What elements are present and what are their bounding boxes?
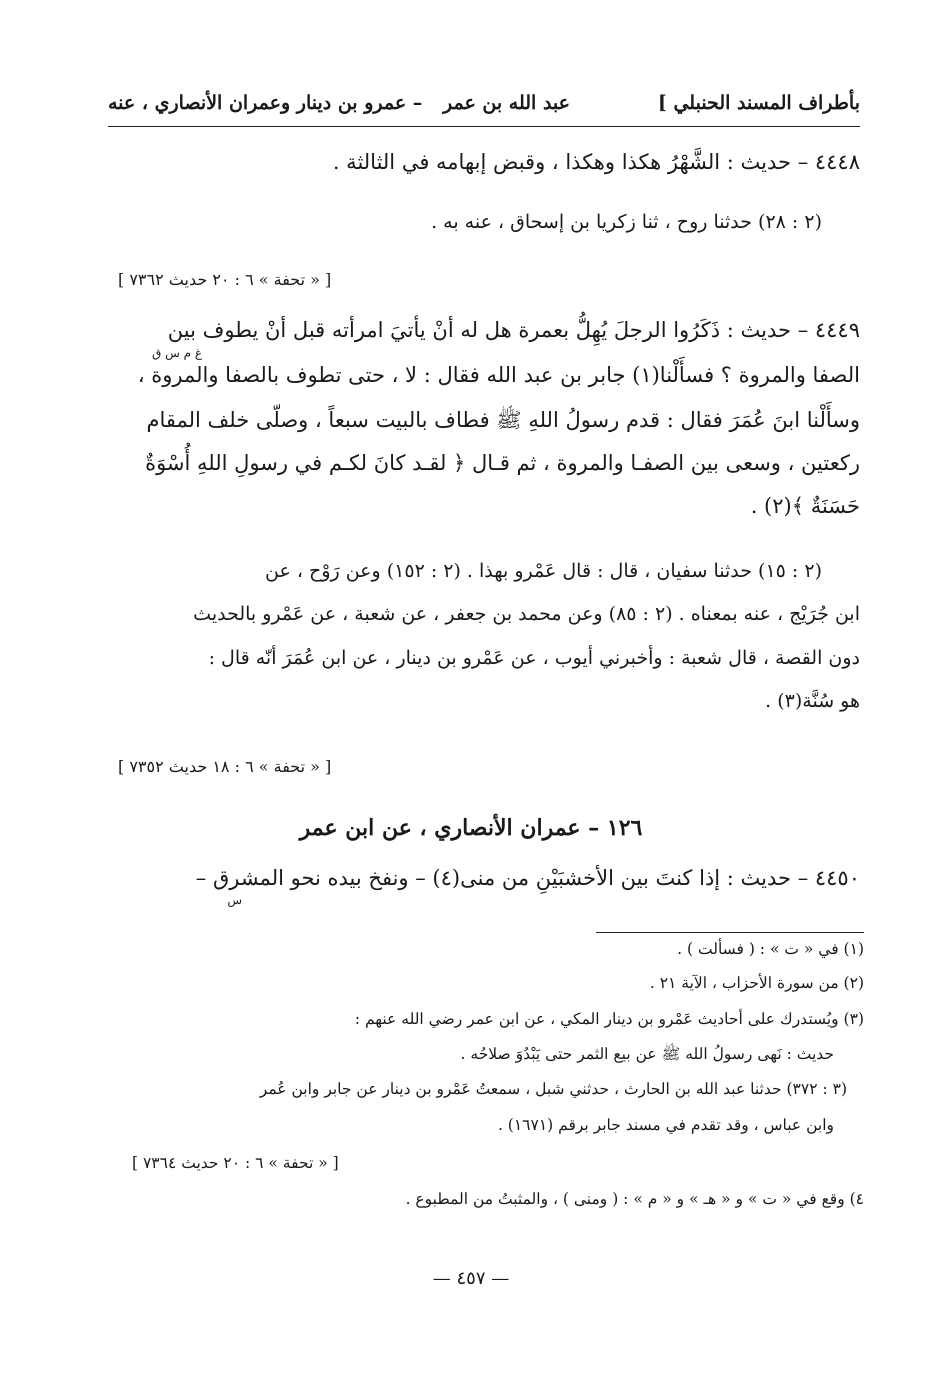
footnote-3-hadith: حديث : نَهى رسولُ الله ﷺ عن بيع الثمر حتى يَبْدُوَ صلاحُه .	[460, 1045, 834, 1063]
hadith-4449-line-1: ٤٤٤٩ – حديث : ذَكَرُوا الرجلَ يُهِلُّ بعمرة هل له أنْ يأتيَ امرأته قبل أنْ يطوف بين	[167, 318, 860, 342]
header-book-title: بأطراف المسند الحنبلي ]	[657, 92, 860, 114]
footnote-separator	[596, 932, 864, 933]
footnote-3-isnad-2: وابن عباس ، وقد تقدم في مسند جابر برقم (١٦٧١) .	[497, 1116, 834, 1134]
header-subtitle: – عمرو بن دينار وعمران الأنصاري ، عنه	[108, 92, 423, 114]
footnote-3: (٣) ويُستدرك على أحاديث عَمْرو بن دينار المكي ، عن ابن عمر رضي الله عنهم :	[354, 1010, 864, 1028]
hadith-4450-sigla: س	[227, 893, 242, 907]
hadith-4449-isnad-3: دون القصة ، قال شعبة : وأخبرني أيوب ، عن عَمْرو بن دينار ، عن ابن عُمَرَ أنّه قال :	[208, 647, 860, 669]
page-number: — ٤٥٧ —	[432, 1268, 510, 1289]
header-chapter-title: عبد الله بن عمر	[443, 92, 570, 114]
hadith-4449-isnad-1: (٢ : ١٥) حدثنا سفيان ، قال : قال عَمْرو بهذا . (٢ : ١٥٢) وعن رَوْح ، عن	[265, 560, 822, 582]
footnote-1: (١) في « ت » : ( فسألت ) .	[677, 940, 864, 958]
hadith-4450-text: ٤٤٥٠ – حديث : إذا كنتَ بين الأخشبَيْنِ من منى(٤) – ونفخ بيده نحو المشرق –	[195, 866, 860, 890]
section-heading: ١٢٦ – عمران الأنصاري ، عن ابن عمر	[299, 815, 643, 841]
hadith-4449-line-4: ركعتين ، وسعى بين الصفـا والمروة ، ثم قـال ﴿ لقـد كانَ لكـم في رسولِ اللهِ أُسْوَةٌ	[145, 451, 860, 475]
hadith-4449-isnad-2: ابن جُرَيْج ، عنه بمعناه . (٢ : ٨٥) وعن محمد بن جعفر ، عن شعبة ، عن عَمْرو بالحديث	[193, 603, 860, 625]
hadith-4449-line-2: الصفا والمروة ؟ فسأَلْنا(١) جابر بن عبد الله فقال : لا ، حتى تطوف بالصفا والمروة ،	[137, 363, 860, 387]
hadith-4448-text: ٤٤٤٨ – حديث : الشَّهْرُ هكذا وهكذا ، وقبض إبهامه في الثالثة .	[332, 150, 860, 174]
footnote-4: ٤) وقع في « ت » و « هـ » و « م » : ( ومنى ) ، والمثبتُ من المطبوع .	[405, 1190, 864, 1208]
hadith-4449-tuhfa-ref: [ « تحفة » ٦ : ١٨ حديث ٧٣٥٢ ]	[118, 757, 332, 776]
running-header	[108, 92, 860, 127]
hadith-4448-tuhfa-ref: [ « تحفة » ٦ : ٢٠ حديث ٧٣٦٢ ]	[118, 270, 332, 289]
hadith-4449-isnad-4: هو سُنَّة(٣) .	[765, 690, 860, 712]
footnote-2: (٢) من سورة الأحزاب ، الآية ٢١ .	[649, 974, 864, 992]
hadith-4449-line-3: وسأَلْنا ابنَ عُمَرَ فقال : قدم رسولُ اللهِ ﷺ فطاف بالبيت سبعاً ، وصلّى خلف المقام	[146, 408, 860, 432]
hadith-4448-isnad: (٢ : ٢٨) حدثنا روح ، ثنا زكريا بن إسحاق ، عنه به .	[431, 211, 822, 233]
hadith-4449-line-5: حَسَنَةٌ ﴾(٢) .	[750, 494, 860, 518]
footnote-3-isnad-1: (٣ : ٣٧٢) حدثنا عبد الله بن الحارث ، حدثني شبل ، سمعتُ عَمْرو بن دينار عن جابر وابن عُمر	[259, 1080, 847, 1098]
footnote-3-tuhfa-ref: [ « تحفة » ٦ : ٢٠ حديث ٧٣٦٤ ]	[132, 1154, 339, 1172]
hadith-4449-sigla: غ م س ق	[152, 346, 202, 360]
